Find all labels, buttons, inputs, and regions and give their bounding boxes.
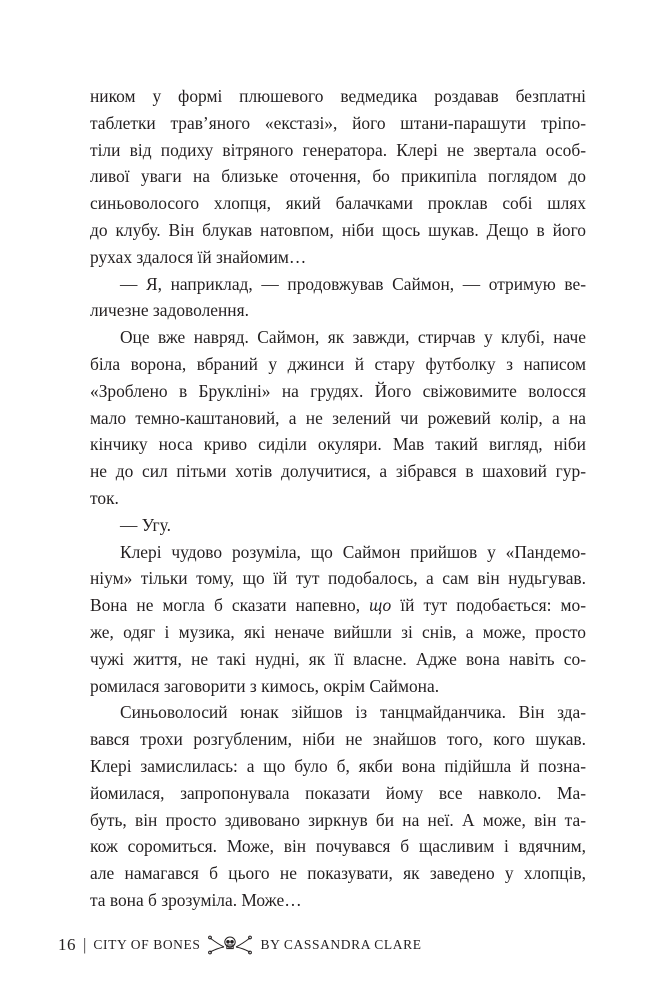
text-line: мало темно-каштановий, а не зелений чи рожевий колір, а на (90, 407, 586, 428)
footer-separator: | (83, 935, 87, 954)
text-line: — Я, наприклад, — продовжував Саймон, — отримую ве- (120, 273, 586, 294)
text-line: кож соромиться. Може, він почувався б щасливим і вдячним, (90, 836, 586, 857)
book-title: CITY OF BONES (93, 937, 201, 952)
body-text (90, 83, 586, 914)
text-line: буть, він просто здивовано зиркнув би на неї. А може, він та- (90, 809, 586, 830)
text-line: синьоволосого хлопця, який балачками проклав собі шлях (90, 193, 586, 214)
text-line: — Угу. (120, 514, 171, 535)
text-line: рухах здалося їй знайомим… (90, 246, 307, 267)
text-line: ромилася заговорити з кимось, окрім Саймона. (90, 675, 440, 696)
text-line: до клубу. Він блукав натовпом, ніби щось шукав. Дещо в його (90, 219, 586, 240)
text-line: же, одяг і музика, які неначе вийшли зі снів, а може, просто (90, 621, 586, 642)
text-line: Вона не могла б сказати напевно, що їй тут подобається: мо- (90, 595, 586, 616)
text-line: Синьоволосий юнак зійшов із танцмайданчика. Він зда- (120, 702, 586, 723)
text-line: Клері чудово розуміла, що Саймон прийшов у «Пандемо- (120, 541, 586, 562)
text-line: «Зроблено в Брукліні» на грудях. Його свіжовимите волосся (90, 380, 586, 401)
text-line: ток. (90, 487, 119, 508)
text-line: тіли від подиху вітряного генератора. Клері не звертала особ- (90, 139, 586, 160)
text-line: та вона б зрозуміла. Може… (90, 889, 302, 910)
author-credit: BY CASSANDRA CLARE (260, 937, 422, 952)
text-line: кінчику носа криво сиділи окуляри. Мав такий вигляд, ніби (90, 434, 586, 455)
text-line: ніум» тільки тому, що їй тут подобалось, а сам він нудьгував. (90, 568, 586, 589)
text-line: йомилася, запропонувала показати йому все навколо. Ма- (90, 782, 586, 803)
text-line: Клері замислилась: а що було б, якби вона підійшла й позна- (90, 755, 586, 776)
running-footer (58, 933, 422, 957)
text-line: не до сил пітьми хотів долучитися, а зібрався в шаховий гур- (90, 461, 586, 482)
text-line: але намагався б цього не показувати, як заведено у хлопців, (90, 863, 586, 884)
text-line: чужі життя, не такі нудні, як її власне. Адже вона навіть со- (90, 648, 586, 669)
text-line: ником у формі плюшевого ведмедика роздавав безплатні (90, 86, 586, 106)
text-line: Оце вже навряд. Саймон, як завжди, стирчав у клубі, наче (120, 327, 586, 348)
text-line: ливої уваги на близьке оточення, бо прикипіла поглядом до (90, 166, 586, 187)
text-line: біла ворона, вбраний у джинси й стару футболку з написом (90, 353, 586, 374)
skull-crossbones-icon (208, 934, 252, 956)
text-line: вався трохи розгубленим, ніби не знайшов того, кого шукав. (90, 729, 586, 750)
page-number: 16 (58, 935, 76, 954)
text-line: таблетки трав’яного «екстазі», його штани-парашути тріпо- (90, 112, 586, 133)
text-line: личезне задоволення. (90, 300, 249, 321)
